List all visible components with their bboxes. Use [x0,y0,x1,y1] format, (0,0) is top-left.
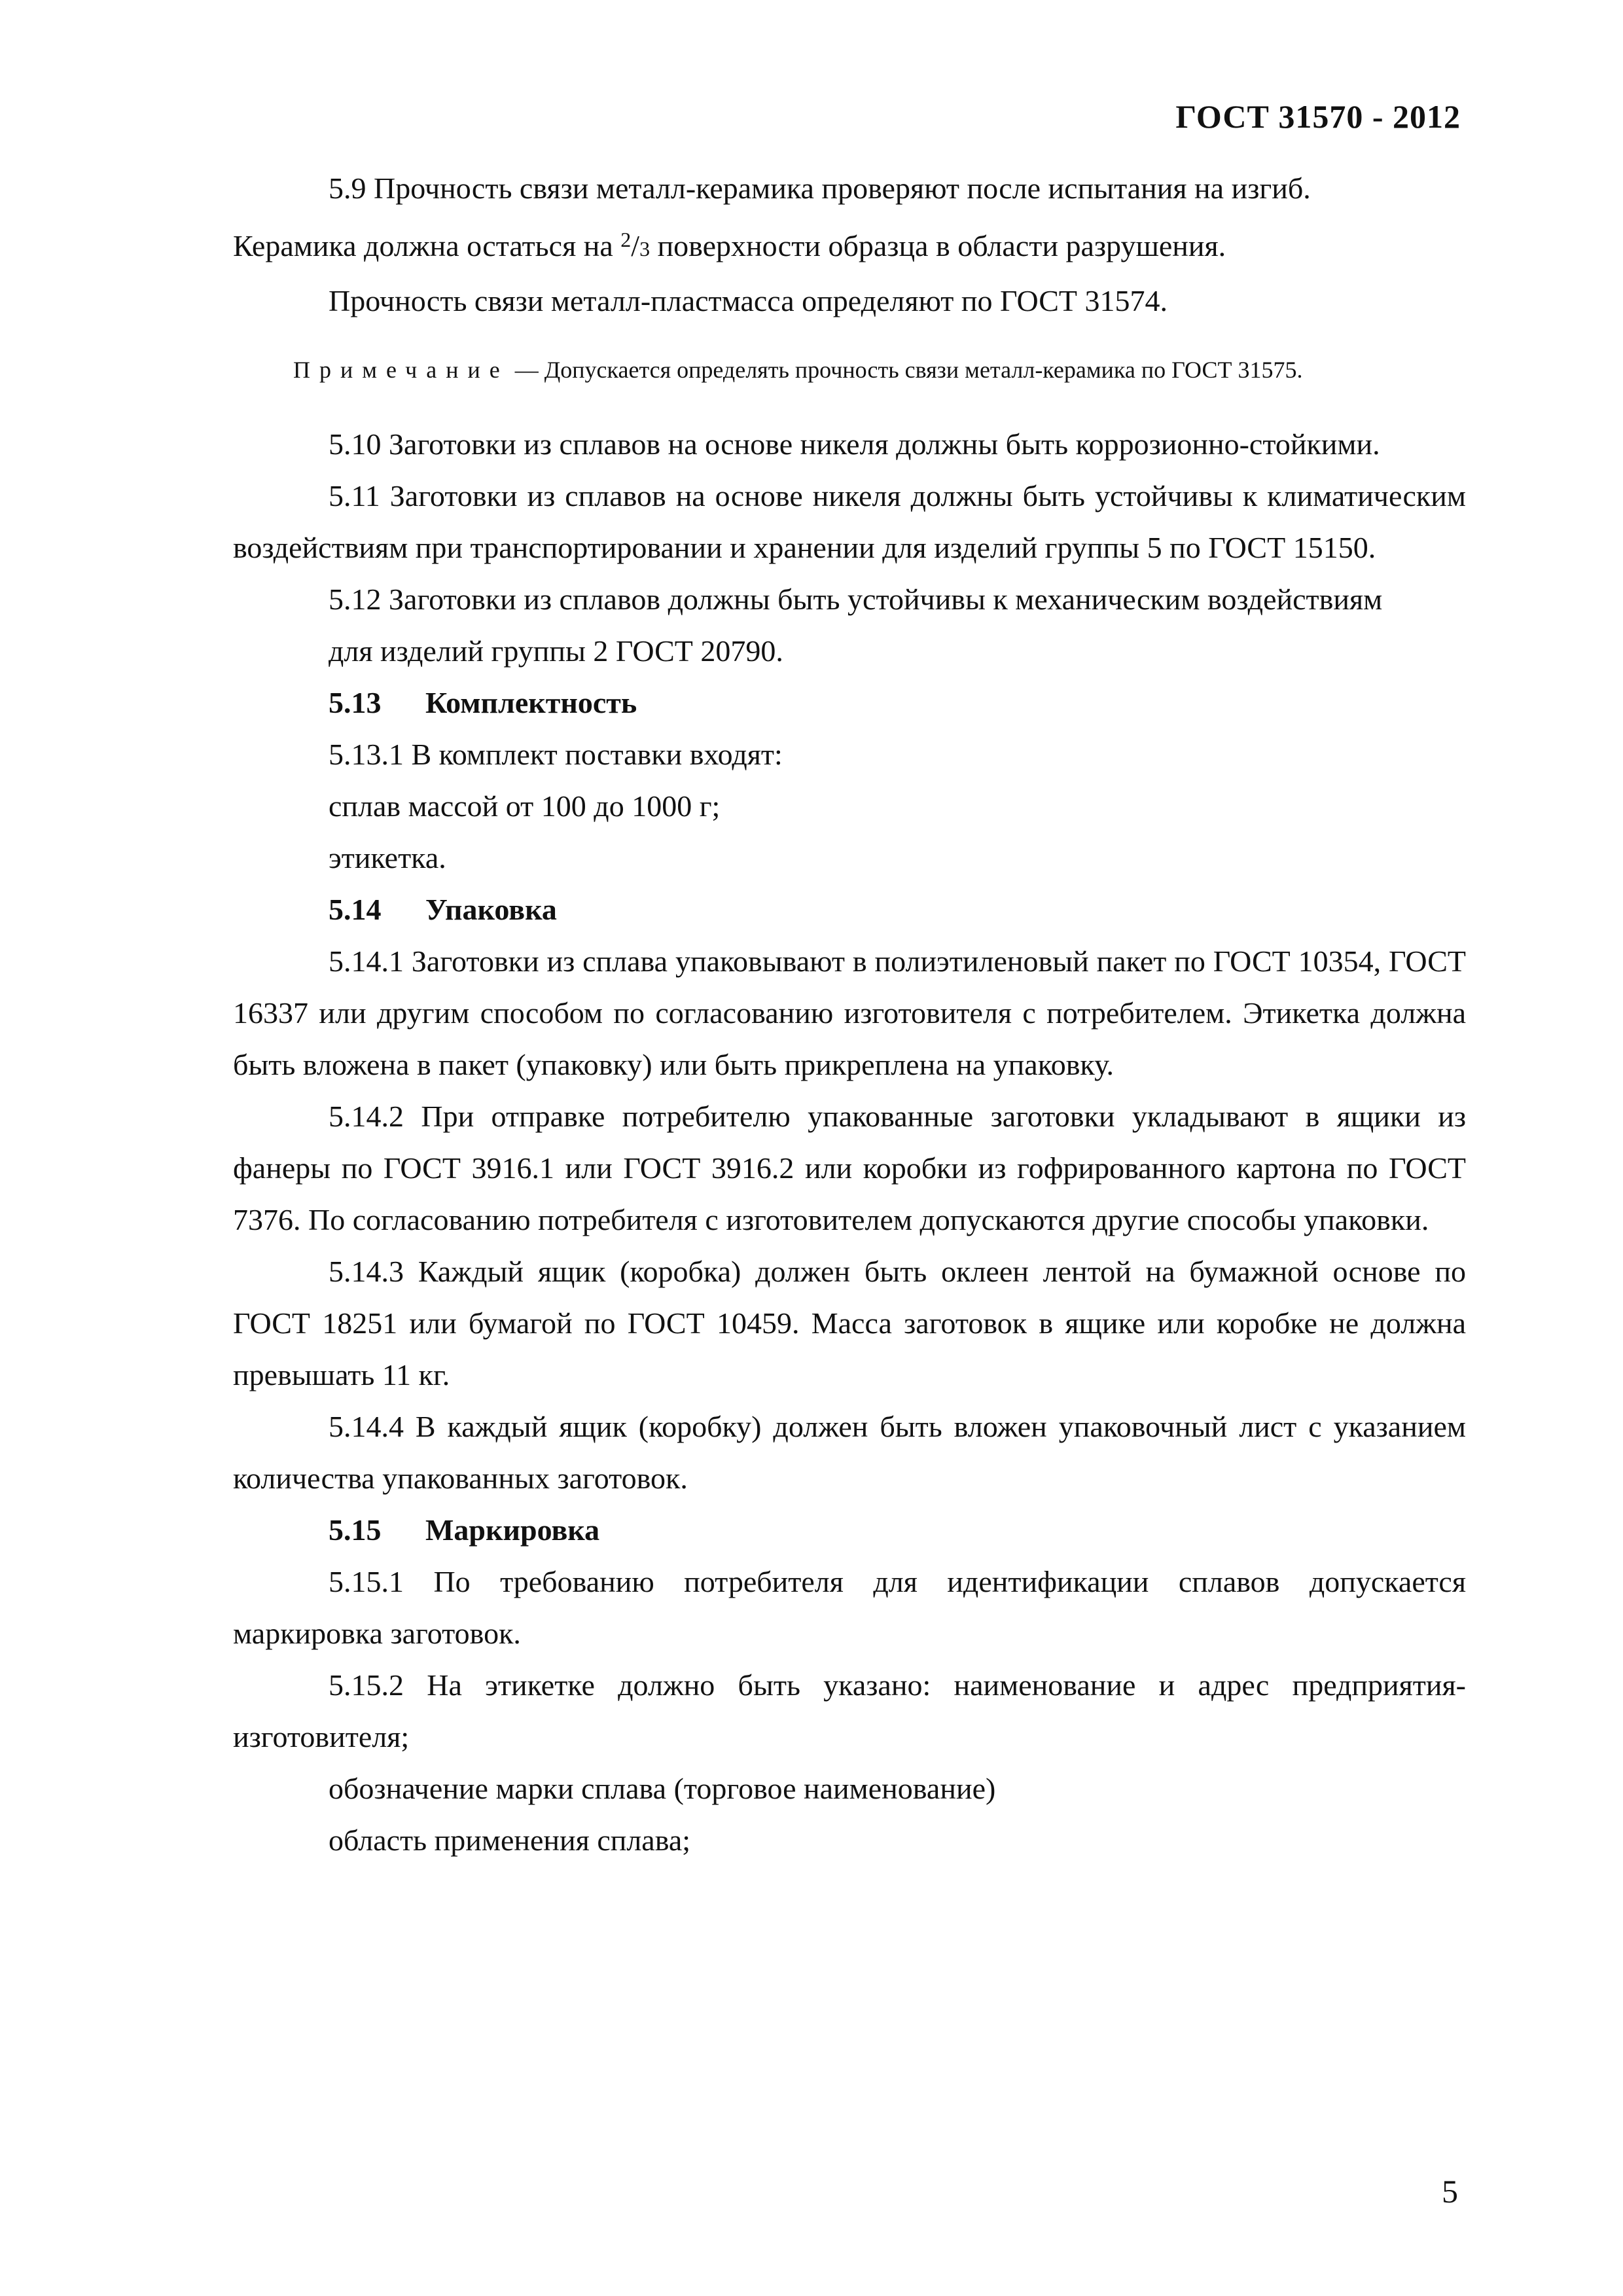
list-item-alloy-mass: сплав массой от 100 до 1000 г; [329,789,721,823]
paragraph-5-15-1: 5.15.1 По требованию потребителя для идентификации сплавов допускается маркировка заготовок. [233,1565,1466,1650]
paragraph-5-9-text-after-fraction: поверхности образца в области разрушения. [650,229,1226,262]
paragraph-5-14-1: 5.14.1 Заготовки из сплава упаковывают в полиэтиленовый пакет по ГОСТ 10354, ГОСТ 16337 или другим способом по согласованию изготовителя с потребителем. Этикетка должна быть вложена в пакет (упаковку) или быть прикреплена на упаковку. [233,944,1466,1081]
list-item-label: этикетка. [329,841,446,874]
list-item-application-area: область применения сплава; [329,1823,691,1857]
paragraph-5-10: 5.10 Заготовки из сплавов на основе никеля должны быть коррозионно-стойкими. [329,427,1380,461]
page-number: 5 [1442,2173,1458,2210]
paragraph-5-11: 5.11 Заготовки из сплавов на основе никеля должны быть устойчивы к климатическим воздействиям при транспортировании и хранении для изделий группы 5 по ГОСТ 15150. [233,479,1466,564]
paragraph-5-9-line-2 [233,214,1466,275]
paragraph-5-15-2: 5.15.2 На этикетке должно быть указано: наименование и адрес предприятия-изготовителя; [233,1668,1466,1753]
list-item-alloy-grade: обозначение марки сплава (торговое наименование) [329,1772,996,1805]
document-body [233,162,1466,1866]
section-heading-5-15 [233,1504,1466,1556]
section-title-completeness: Комплектность [425,686,637,719]
paragraph-5-14-4: 5.14.4 В каждый ящик (коробку) должен быть вложен упаковочный лист с указанием количества упакованных заготовок. [233,1410,1466,1495]
fraction-numerator: 2 [620,228,632,251]
fraction-denominator: 3 [639,237,651,260]
section-heading-5-13 [233,677,1466,728]
paragraph-5-12-continuation: для изделий группы 2 ГОСТ 20790. [329,634,783,668]
section-number-5-13: 5.13 [329,686,382,719]
section-heading-5-14 [233,884,1466,935]
paragraph-5-9-line-1: 5.9 Прочность связи металл-керамика проверяют после испытания на изгиб. [329,171,1311,205]
document-code-header: ГОСТ 31570 - 2012 [1175,98,1461,135]
paragraph-5-9-text-before-fraction: Керамика должна остаться на [233,229,621,262]
fraction-slash: / [631,229,640,262]
paragraph-5-14-3: 5.14.3 Каждый ящик (коробка) должен быть оклеен лентой на бумажной основе по ГОСТ 18251 или бумагой по ГОСТ 10459. Масса заготовок в ящике или коробке не должна превышать 11 кг. [233,1255,1466,1391]
section-number-5-14: 5.14 [329,893,382,926]
note-text: — Допускается определять прочность связи металл-керамика по ГОСТ 31575. [508,357,1303,383]
paragraph-5-12: 5.12 Заготовки из сплавов должны быть устойчивы к механическим воздействиям [329,583,1383,616]
paragraph-5-14-2: 5.14.2 При отправке потребителю упакованные заготовки укладывают в ящики из фанеры по ГОСТ 3916.1 или ГОСТ 3916.2 или коробки из гофрированного картона по ГОСТ 7376. По согласованию потребителя с изготовителем допускаются другие способы упаковки. [233,1100,1466,1236]
paragraph-metal-plastic: Прочность связи металл-пластмасса определяют по ГОСТ 31574. [329,284,1168,317]
note [293,350,1466,389]
section-number-5-15: 5.15 [329,1513,382,1547]
paragraph-5-13-1: 5.13.1 В комплект поставки входят: [329,738,783,771]
section-title-marking: Маркировка [425,1513,600,1547]
section-title-packaging: Упаковка [425,893,557,926]
note-label: Примечание [293,357,509,383]
